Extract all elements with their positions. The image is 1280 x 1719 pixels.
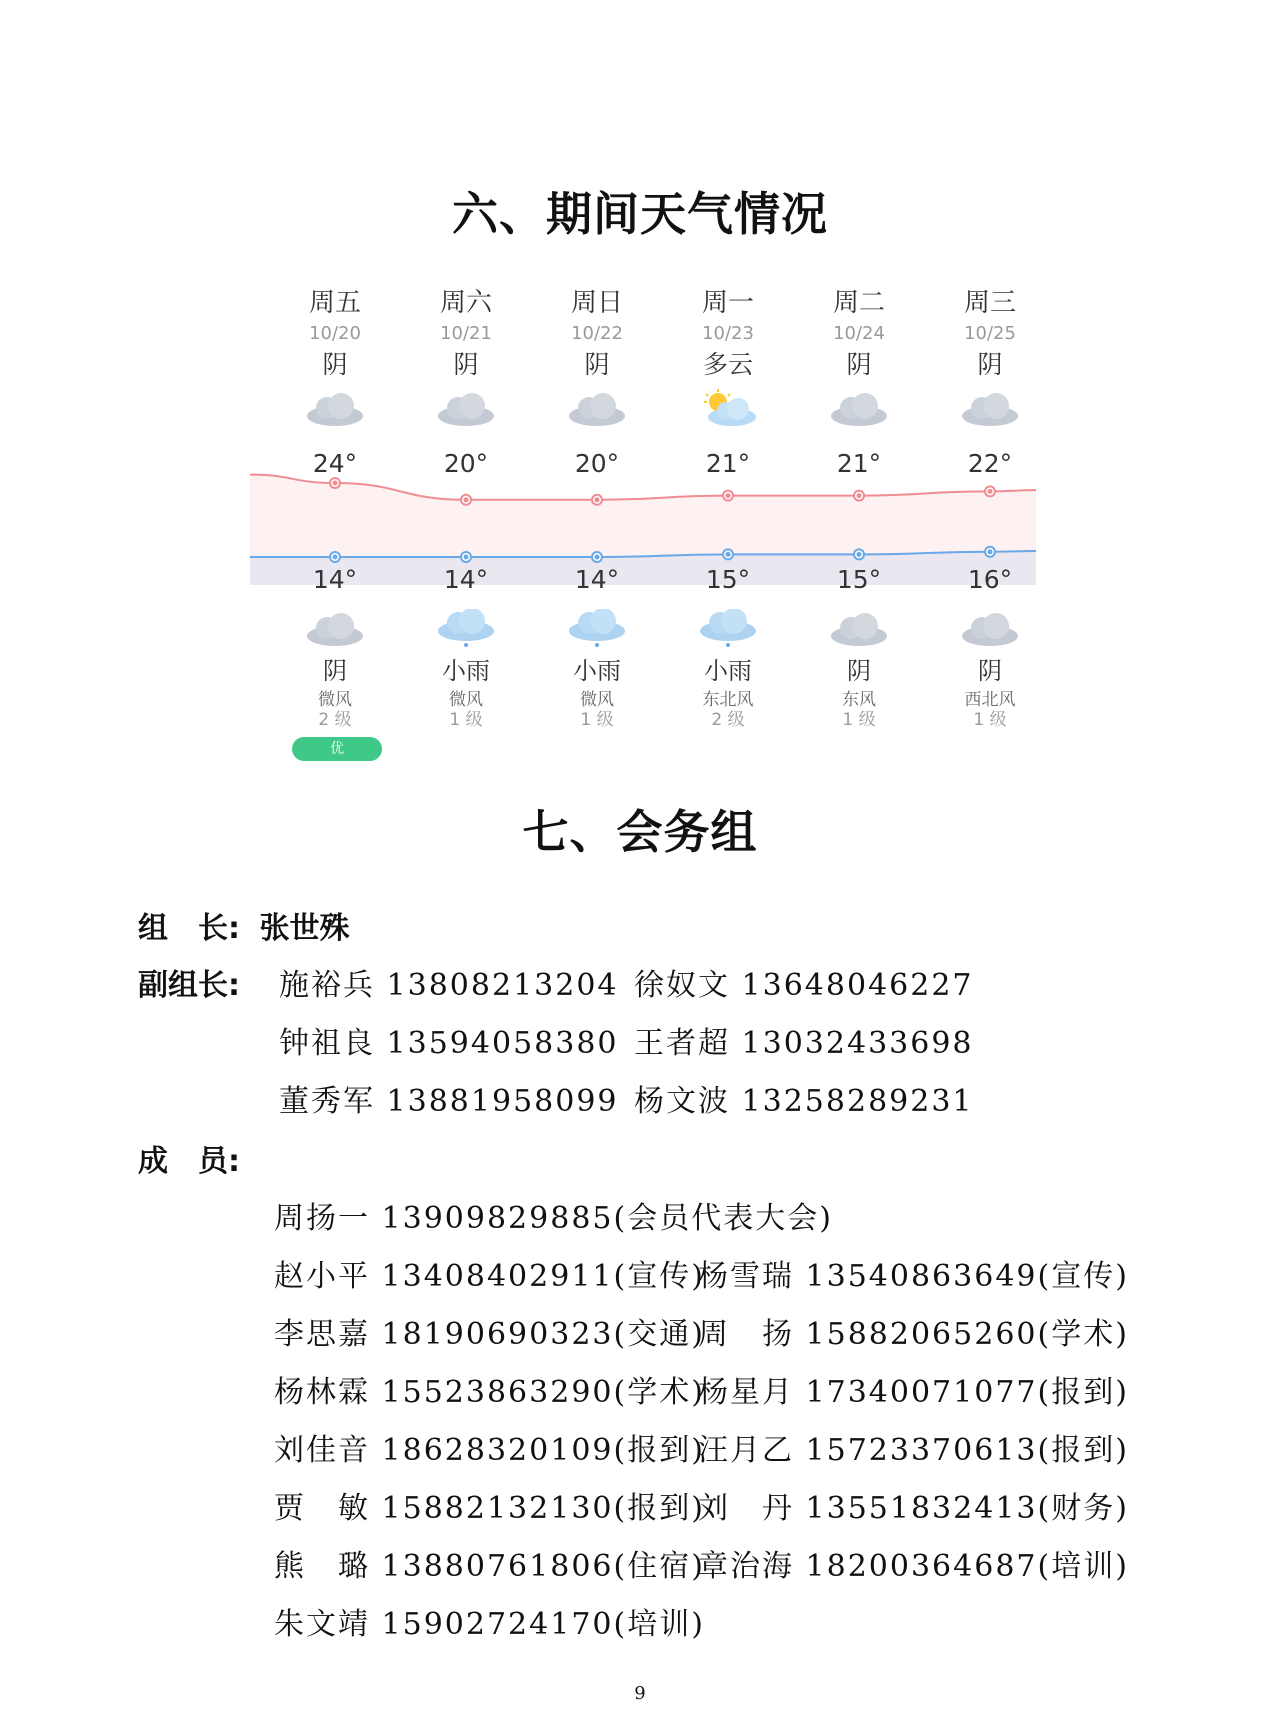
night-condition: 阴: [978, 657, 1002, 685]
partly-cloudy-icon: [663, 383, 793, 435]
wind-level: 2 级: [711, 710, 745, 730]
day-condition: 阴: [322, 350, 348, 379]
forecast-day: [532, 285, 662, 735]
person-name: 徐奴文: [634, 968, 730, 1003]
deputy-leader: [279, 960, 619, 1004]
cloud-icon: [794, 383, 924, 435]
leader-label: 组 长:: [138, 911, 240, 946]
member-entry: 汪月乙 15723370613(报到): [698, 1433, 1129, 1468]
rain-cloud-icon: [663, 603, 793, 655]
phone-number: 13594058380: [386, 1026, 619, 1061]
cloud-icon: [270, 383, 400, 435]
day-of-week: 周五: [308, 288, 361, 318]
section-title-staff: 七、会务组: [522, 805, 758, 859]
wind-level: 1 级: [449, 710, 483, 730]
low-temp: 16°: [967, 565, 1013, 594]
wind-direction: 西北风: [964, 690, 1016, 710]
forecast-day: [925, 285, 1055, 735]
day-condition: 阴: [453, 350, 479, 379]
rain-cloud-icon: [401, 603, 531, 655]
cloud-icon: [925, 383, 1055, 435]
cloud-icon: [532, 383, 662, 435]
member-entry: 赵小平 13408402911(宣传): [274, 1259, 705, 1294]
weather-forecast-widget: [250, 285, 1036, 765]
cloud-icon: [925, 603, 1055, 655]
high-temp: 21°: [705, 449, 751, 478]
forecast-day: [401, 285, 531, 735]
date: 10/20: [309, 323, 361, 344]
person-name: 施裕兵: [279, 968, 375, 1003]
high-temp: 20°: [574, 449, 620, 478]
day-of-week: 周六: [439, 288, 492, 318]
member-entry: 章治海 18200364687(培训): [698, 1549, 1129, 1584]
day-condition: 阴: [584, 350, 610, 379]
cloud-icon: [794, 603, 924, 655]
night-condition: 阴: [847, 657, 871, 685]
night-condition: 小雨: [704, 657, 752, 685]
high-temp: 24°: [312, 449, 358, 478]
member-entry: 周扬一 13909829885(会员代表大会): [274, 1201, 833, 1236]
leader-name: 张世殊: [259, 911, 350, 946]
day-condition: 多云: [702, 350, 753, 379]
member-entry: 杨雪瑞 13540863649(宣传): [698, 1259, 1129, 1294]
deputy-leader: [634, 1018, 974, 1062]
member-entry: 周 扬 15882065260(学术): [698, 1317, 1129, 1352]
low-temp: 15°: [836, 565, 882, 594]
members-label: 成 员:: [138, 1144, 240, 1179]
day-condition: 阴: [846, 350, 872, 379]
leader-row: [138, 903, 350, 947]
date: 10/24: [833, 323, 885, 344]
low-temp: 14°: [574, 565, 620, 594]
forecast-day: [794, 285, 924, 735]
member-entry: 刘佳音 18628320109(报到): [274, 1433, 705, 1468]
rain-cloud-icon: [532, 603, 662, 655]
deputy-leader: [634, 960, 974, 1004]
phone-number: 13648046227: [741, 968, 974, 1003]
high-temp: 21°: [836, 449, 882, 478]
member-entry: 杨星月 17340071077(报到): [698, 1375, 1129, 1410]
person-name: 王者超: [634, 1026, 730, 1061]
wind-direction: 微风: [449, 690, 483, 710]
wind-direction: 东风: [842, 690, 876, 710]
night-condition: 小雨: [442, 657, 490, 685]
section-title-weather: 六、期间天气情况: [452, 187, 828, 241]
night-condition: 阴: [323, 657, 347, 685]
day-of-week: 周一: [701, 288, 754, 318]
low-temp: 14°: [312, 565, 358, 594]
member-entry: 李思嘉 18190690323(交通): [274, 1317, 705, 1352]
high-temp: 22°: [967, 449, 1013, 478]
person-name: 杨文波: [634, 1084, 730, 1119]
forecast-day: [663, 285, 793, 735]
person-name: 董秀军: [279, 1084, 375, 1119]
high-temp: 20°: [443, 449, 489, 478]
member-entry: 贾 敏 15882132130(报到): [274, 1491, 705, 1526]
date: 10/21: [440, 323, 492, 344]
phone-number: 13032433698: [741, 1026, 974, 1061]
cloud-icon: [270, 603, 400, 655]
date: 10/25: [964, 323, 1016, 344]
wind-direction: 微风: [318, 690, 352, 710]
forecast-day: [270, 285, 400, 735]
deputy-leader: [634, 1076, 974, 1120]
wind-level: 2 级: [318, 710, 352, 730]
deputy-label: 副组长:: [138, 968, 240, 1003]
wind-level: 1 级: [973, 710, 1007, 730]
phone-number: 13881958099: [386, 1084, 619, 1119]
night-condition: 小雨: [573, 657, 621, 685]
cloud-icon: [401, 383, 531, 435]
day-of-week: 周三: [963, 288, 1016, 318]
low-temp: 14°: [443, 565, 489, 594]
day-condition: 阴: [977, 350, 1003, 379]
date: 10/23: [702, 323, 754, 344]
page-number: 9: [634, 1683, 646, 1704]
wind-level: 1 级: [580, 710, 614, 730]
member-entry: 熊 璐 13880761806(住宿): [274, 1549, 705, 1584]
deputy-leader: [279, 1018, 619, 1062]
deputy-leader: [279, 1076, 619, 1120]
aqi-badge: 优: [292, 737, 382, 761]
person-name: 钟祖良: [279, 1026, 375, 1061]
day-of-week: 周二: [832, 288, 885, 318]
wind-level: 1 级: [842, 710, 876, 730]
date: 10/22: [571, 323, 623, 344]
day-of-week: 周日: [570, 288, 623, 318]
phone-number: 13258289231: [741, 1084, 974, 1119]
phone-number: 13808213204: [386, 968, 619, 1003]
member-entry: 杨林霖 15523863290(学术): [274, 1375, 705, 1410]
low-temp: 15°: [705, 565, 751, 594]
member-entry: 刘 丹 13551832413(财务): [698, 1491, 1129, 1526]
wind-direction: 微风: [580, 690, 614, 710]
wind-direction: 东北风: [702, 690, 754, 710]
member-entry: 朱文靖 15902724170(培训): [274, 1607, 705, 1642]
